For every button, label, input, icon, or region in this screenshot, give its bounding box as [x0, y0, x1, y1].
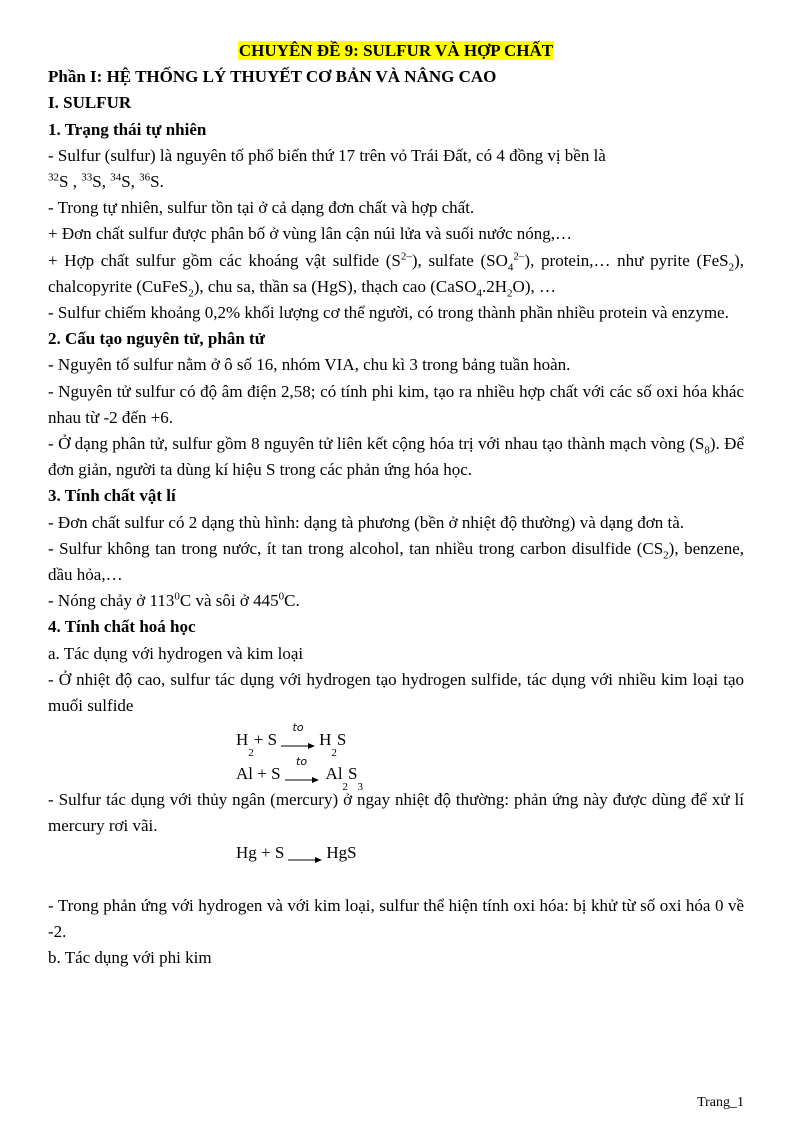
part-heading: Phần I: HỆ THỐNG LÝ THUYẾT CƠ BẢN VÀ NÂNG CAO [48, 67, 497, 87]
equation-al2s3: Al + S to Al 2 S 3 [236, 755, 364, 794]
arrow-icon [288, 853, 322, 867]
heading-structure: 2. Cấu tạo nguyên tử, phân tử [48, 329, 265, 349]
para-abundance: - Sulfur (sulfur) là nguyên tố phổ biến thứ 17 trên vỏ Trái Đất, có 4 đồng vị bền là [48, 145, 606, 165]
arrow-icon: to [285, 773, 319, 787]
para-position: - Nguyên tố sulfur nằm ở ô số 16, nhóm VIA, chu kì 3 trong bảng tuần hoàn. [48, 355, 571, 375]
document-page [48, 38, 744, 971]
section-heading-sulfur: I. SULFUR [48, 93, 132, 113]
subheading-hydrogen-metal: a. Tác dụng với hydrogen và kim loại [48, 643, 304, 663]
para-body-mass: - Sulfur chiếm khoảng 0,2% khối lượng cơ thể người, có trong thành phần nhiều protein và enzyme. [48, 303, 729, 323]
para-oxidizing: - Trong phản ứng với hydrogen và với kim loại, sulfur thể hiện tính oxi hóa: bị khử từ số oxi hóa 0 về -2. [48, 895, 744, 941]
para-solubility: - Sulfur không tan trong nước, ít tan trong alcohol, tan nhiều trong carbon disulfide $(CS_2)$, benzene, dầu hỏa,… [48, 538, 745, 585]
equation-hgs: Hg + S HgS [48, 840, 744, 867]
spacer [48, 867, 744, 893]
arrow-icon: to [281, 739, 315, 753]
document-title: CHUYÊN ĐỀ 9: SULFUR VÀ HỢP CHẤT [238, 41, 554, 60]
isotope-list: $^{32}$S , $^{33}$S, $^{34}$S, $^{36}$S. [48, 171, 164, 192]
para-melting: - Nóng chảy ở $113^0C$ và sôi ở $445^0C$. [48, 590, 300, 611]
title-row [48, 38, 744, 64]
subheading-nonmetal: b. Tác dụng với phi kim [48, 948, 212, 968]
para-molecule: - Ở dạng phân tử, sulfur gồm 8 nguyên tử liên kết cộng hóa trị với nhau tạo thành mạch vòng $(S_8)$. Để đơn giản, người ta dùng kí hiệu S trong các phản ứng hóa học. [48, 434, 744, 480]
equation-h2s: H 2 + S to H 2 S [236, 721, 347, 760]
heading-physical: 3. Tính chất vật lí [48, 486, 176, 506]
para-elemental: + Đơn chất sulfur được phân bố ở vùng lân cận núi lửa và suối nước nóng,… [48, 224, 573, 244]
heading-chemical: 4. Tính chất hoá học [48, 617, 196, 637]
page-number: Trang_1 [697, 1095, 744, 1110]
para-high-temp: - Ở nhiệt độ cao, sulfur tác dụng với hydrogen tạo hydrogen sulfide, tác dụng với nhiều kim loại tạo muối sulfide [48, 669, 744, 716]
para-forms: - Trong tự nhiên, sulfur tồn tại ở cả dạng đơn chất và hợp chất. [48, 198, 475, 218]
para-compounds: + Hợp chất sulfur gồm các khoáng vật sulfide $(S^{2-})$, sulfate $(SO_4^{2-})$, protein,… như pyrite (FeS$_2$), chalcopyrite (CuFeS$_2$), chu sa, thần sa (HgS), thạch cao $(CaSO_4.2H_2O)$, … [48, 249, 745, 300]
para-allotropes: - Đơn chất sulfur có 2 dạng thù hình: dạng tà phương (bền ở nhiệt độ thường) và dạng đơn tà. [48, 512, 685, 532]
para-electronegativity: - Nguyên tử sulfur có độ âm điện 2,58; có tính phi kim, tạo ra nhiều hợp chất với các số oxi hóa khác nhau từ -2 đến +6. [48, 381, 744, 427]
heading-natural-state: 1. Trạng thái tự nhiên [48, 119, 207, 139]
para-mercury: - Sulfur tác dụng với thủy ngân (mercury) ở ngay nhiệt độ thường: phản ứng này được dùng để xử lí mercury rơi vãi. [48, 790, 744, 836]
